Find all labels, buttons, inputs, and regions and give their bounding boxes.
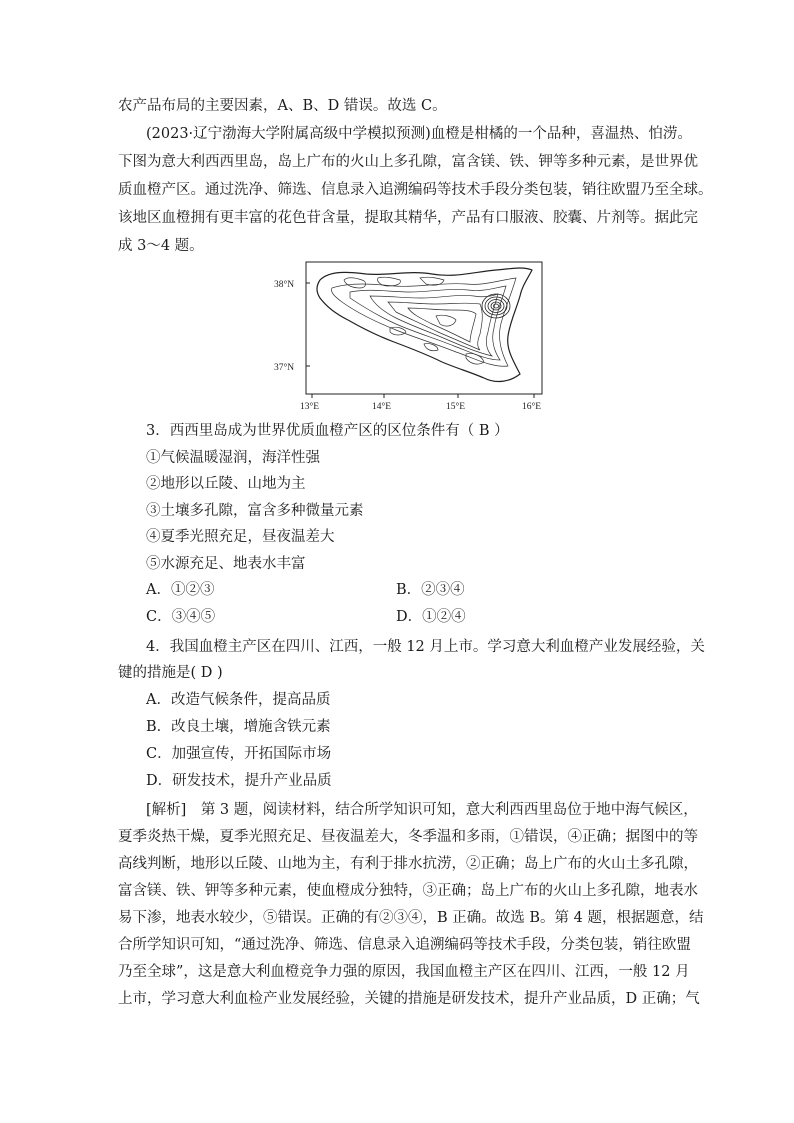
analysis-line: 合所学知识可知，“通过洗净、筛选、信息录入追溯编码等技术手段，分类包装，销往欧盟 [118,937,691,953]
q3-item: ①气候温暖湿润，海洋性强 [146,450,320,466]
q4-option-a[interactable]: A．改造气候条件，提高品质 [146,692,331,708]
analysis-line: 夏季炎热干燥，夏季光照充足、昼夜温差大，冬季温和多雨，①错误，④正确；据图中的等 [118,829,698,845]
text-line: 该地区血橙拥有更丰富的花色苷含量，提取其精华，产品有口服液、胶囊、片剂等。据此完 [118,210,698,226]
lat-label: 37°N [274,363,295,373]
q3-option-b[interactable]: B．②③④ [396,582,465,598]
text-line: 农产品布局的主要因素，A、B、D 错误。故选 C。 [118,98,447,114]
q4-option-b[interactable]: B．改良土壤，增施含铁元素 [146,719,331,735]
lon-label: 13°E [300,402,320,412]
question-3-stem: 3．西西里岛成为世界优质血橙产区的区位条件有（ B ） [146,423,509,439]
text-line: (2023·辽宁渤海大学附属高级中学模拟预测)血橙是柑橘的一个品种，喜温热、怕涝。 [146,126,692,142]
q3-option-d[interactable]: D．①②④ [396,609,466,625]
analysis-line: 上市，学习意大利血检产业发展经验，关键的措施是研发技术，提升产业品质，D 正确；气 [118,991,700,1007]
analysis-line: [解析] 第 3 题，阅读材料，结合所学知识可知，意大利西西里岛位于地中海气候区， [146,802,698,818]
text-line: 下图为意大利西西里岛，岛上广布的火山上多孔隙，富含镁、铁、钾等多种元素，是世界优 [118,154,698,170]
analysis-line: 富含镁、铁、钾等多种元素，使血橙成分独特，③正确；岛上广布的火山上多孔隙，地表水 [118,883,698,899]
analysis-line: 乃至全球”，这是意大利血橙竞争力强的原因，我国血橙主产区在四川、江西，一般 12 月 [118,964,690,980]
question-4-stem: 4．我国血橙主产区在四川、江西，一般 12 月上市。学习意大利血橙产业发展经验，关 [146,639,705,655]
q3-item: ④夏季光照充足，昼夜温差大 [146,529,335,545]
q4-option-d[interactable]: D．研发技术，提升产业品质 [146,773,332,789]
question-4-stem: 键的措施是( D ) [118,665,223,681]
sicily-contour-map [270,258,560,414]
q4-option-c[interactable]: C．加强宣传，开拓国际市场 [146,746,332,762]
analysis-line: 易下渗，地表水较少，⑤错误。正确的有②③④，B 正确。故选 B。第 4 题，根据题意，结 [118,910,704,926]
q3-item: ⑤水源充足、地表水丰富 [146,556,306,572]
lat-label: 38°N [274,280,295,290]
lon-label: 14°E [372,402,392,412]
lon-label: 16°E [522,402,542,412]
analysis-line: 高线判断，地形以丘陵、山地为主，有利于排水抗涝，②正确；岛上广布的火山土多孔隙， [118,856,698,872]
q3-item: ②地形以丘陵、山地为主 [146,476,306,492]
q3-option-c[interactable]: C．③④⑤ [146,609,216,625]
text-line: 质血橙产区。通过洗净、筛选、信息录入追溯编码等技术手段分类包装，销往欧盟乃至全球。 [118,182,713,198]
q3-option-a[interactable]: A．①②③ [146,582,215,598]
lon-label: 15°E [446,402,466,412]
text-line: 成 3～4 题。 [118,238,204,254]
q3-item: ③土壤多孔隙，富含多种微量元素 [146,503,364,519]
